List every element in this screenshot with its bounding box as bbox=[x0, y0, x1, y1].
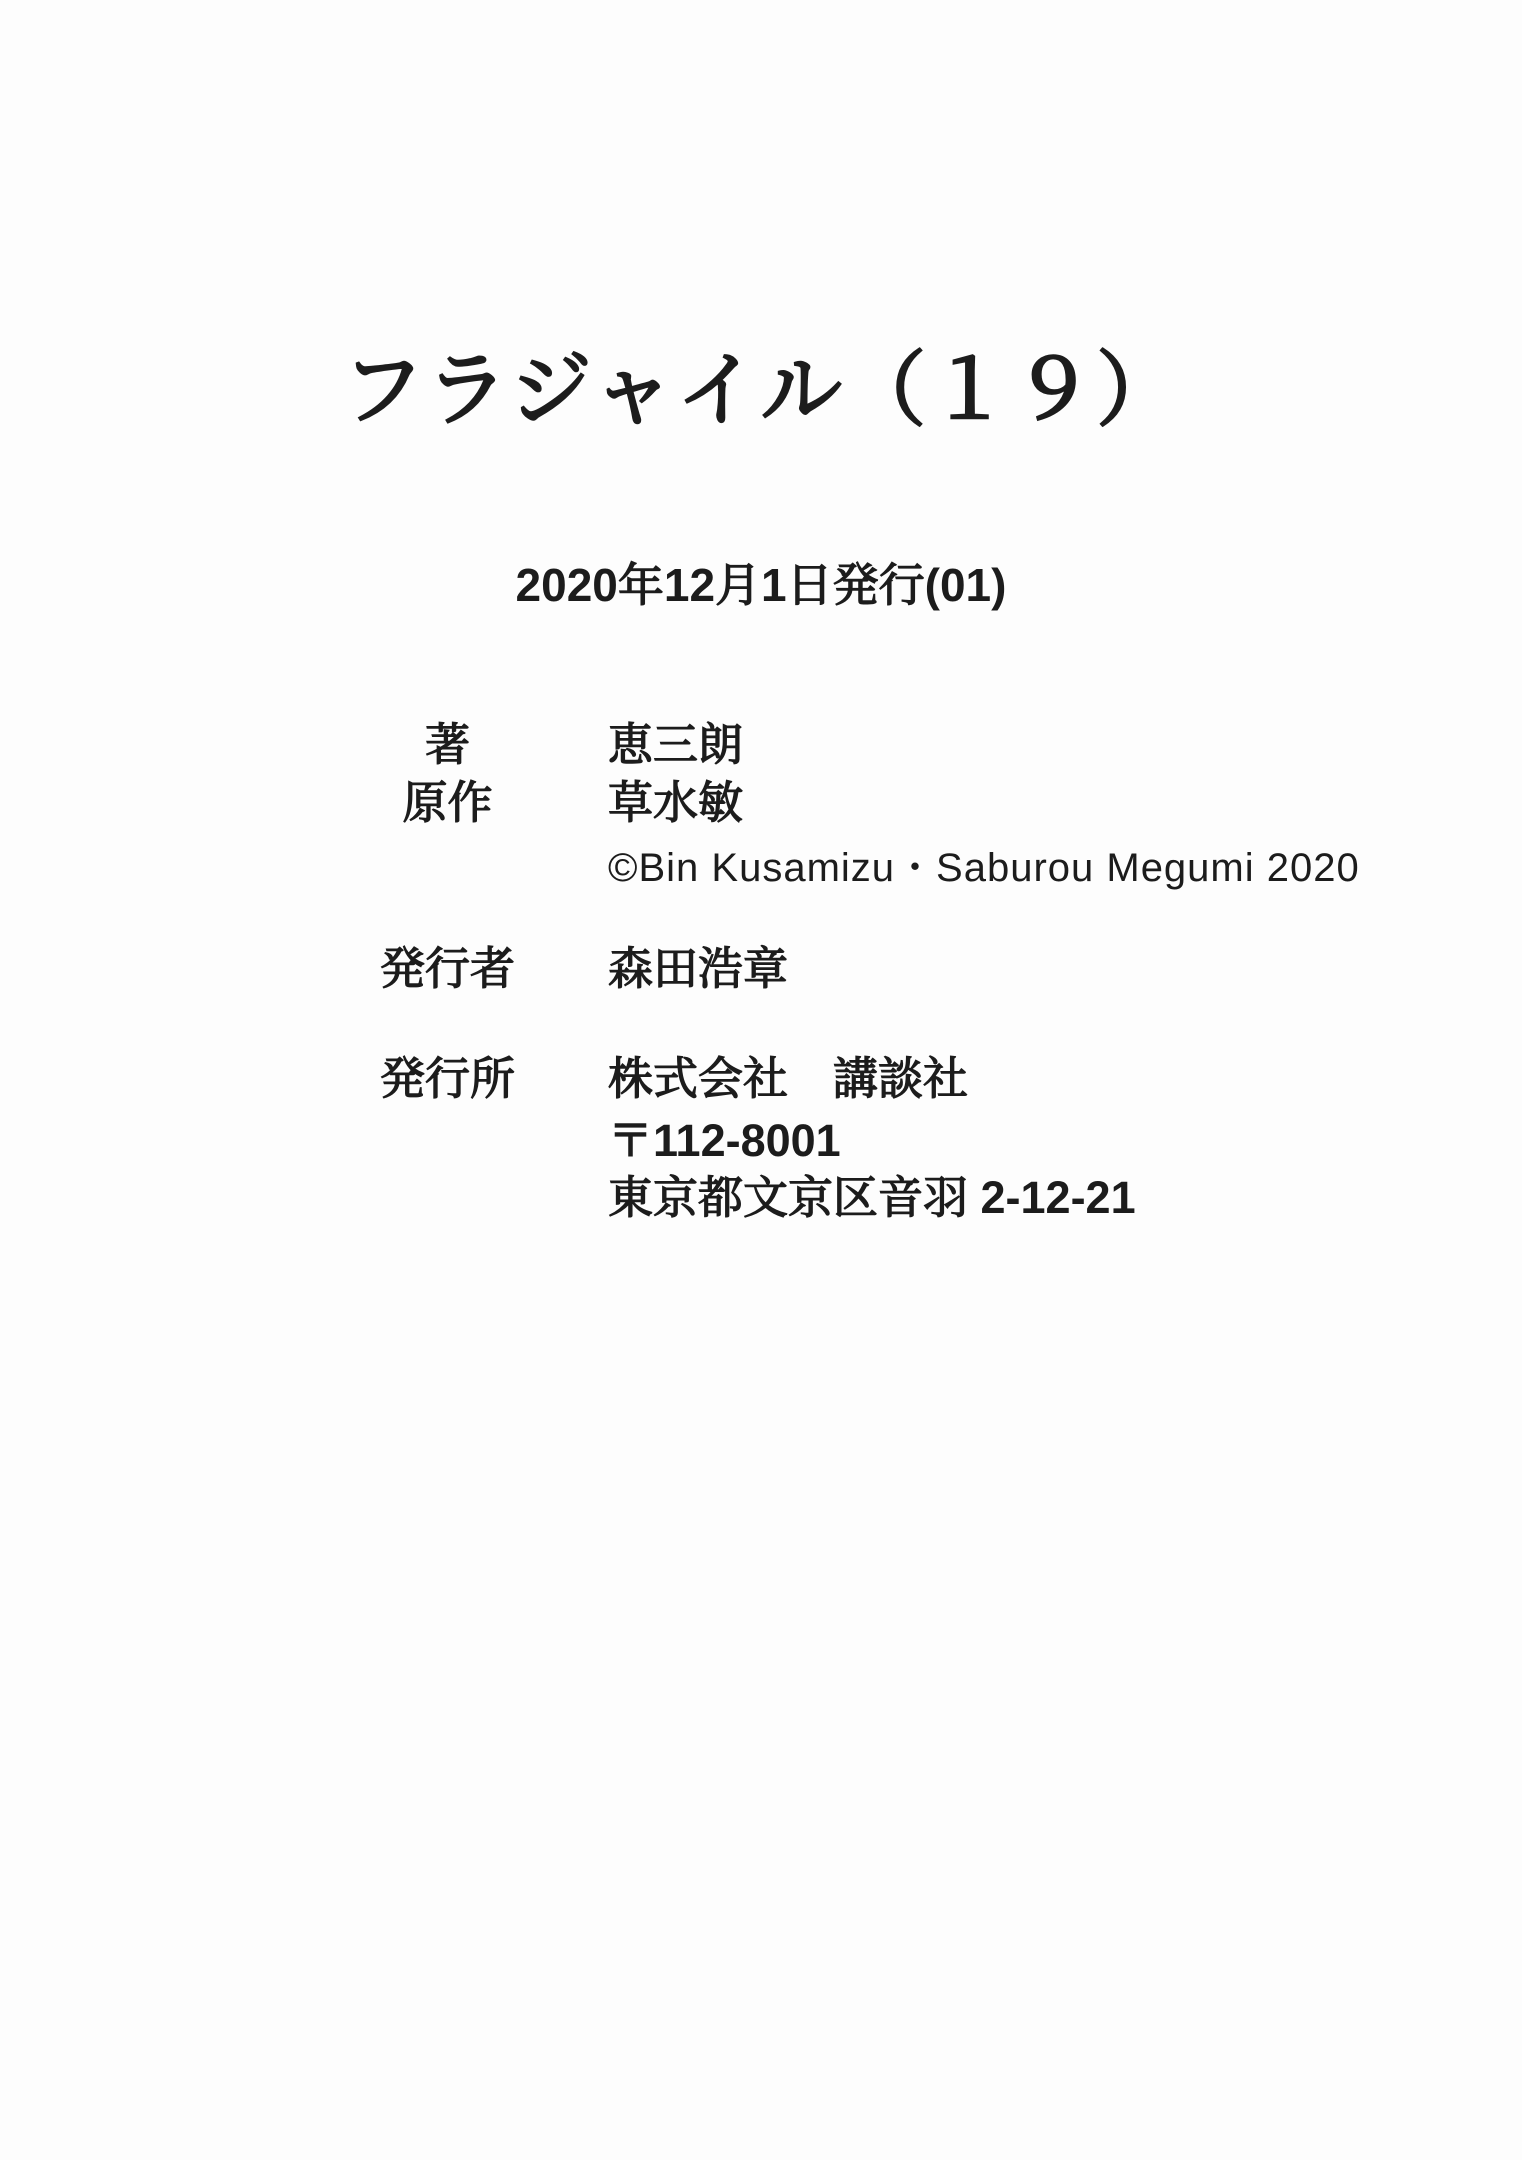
original-author-name: 草水敏 bbox=[608, 777, 744, 828]
publishing-office-label: 発行所 bbox=[380, 1053, 516, 1104]
copyright-notice: ©Bin Kusamizu・Saburou Megumi 2020 bbox=[608, 846, 1360, 890]
author-label: 著 bbox=[424, 719, 470, 770]
book-title: フラジャイル（１９） bbox=[341, 345, 1181, 436]
original-author-label: 原作 bbox=[402, 777, 493, 828]
issue-date: 2020年12月1日発行(01) bbox=[515, 559, 1007, 611]
publishing-office-address: 東京都文京区音羽 2-12-21 bbox=[608, 1172, 1136, 1223]
author-name: 恵三朗 bbox=[608, 719, 744, 770]
publishing-office-postal-code: 〒112-8001 bbox=[608, 1115, 841, 1166]
publisher-name: 森田浩章 bbox=[608, 943, 789, 994]
publishing-office-company: 株式会社 講談社 bbox=[608, 1053, 969, 1104]
publisher-label: 発行者 bbox=[380, 943, 516, 994]
